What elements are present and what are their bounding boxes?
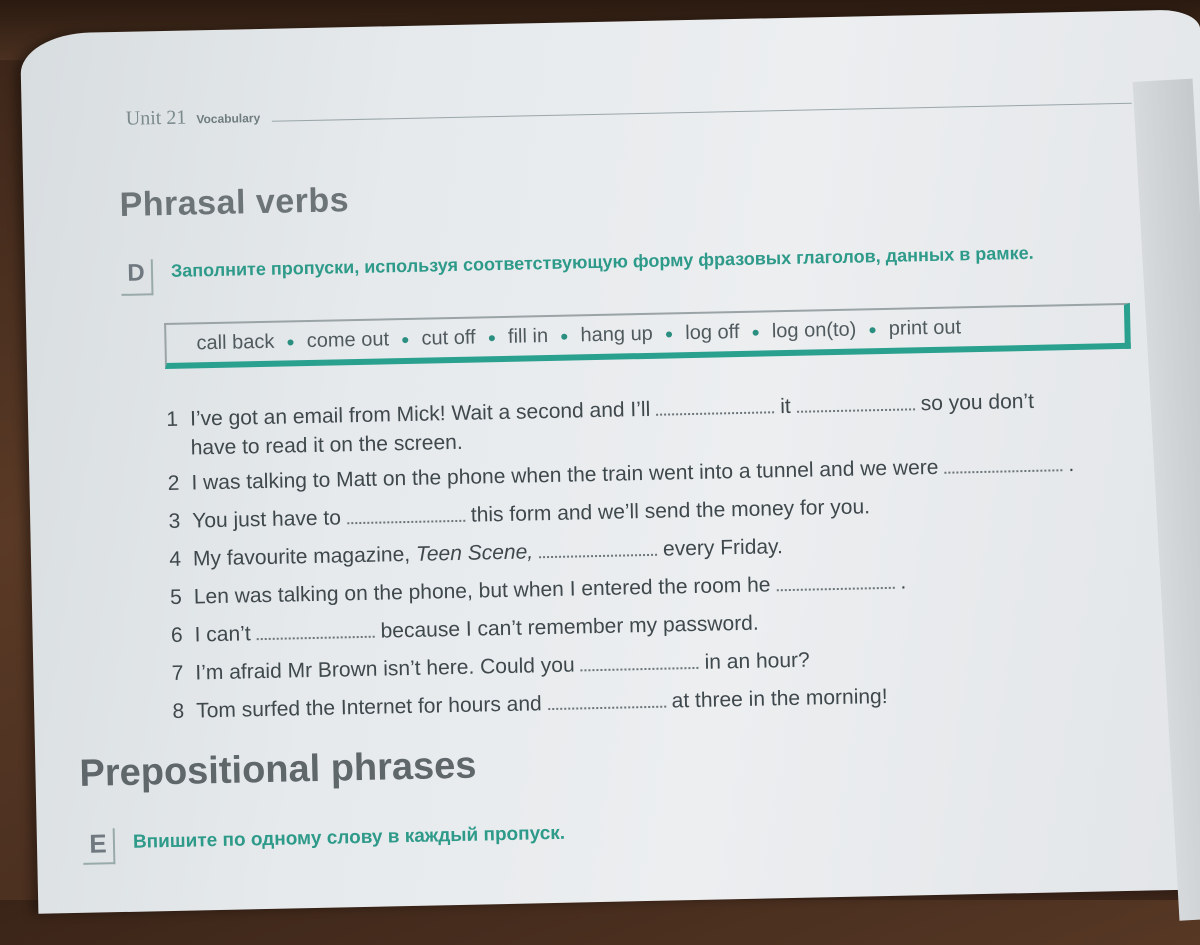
task-e-letter: E — [83, 828, 116, 865]
word-box-item: come out — [306, 327, 390, 352]
exercise-text: so you don’t — [920, 389, 1035, 416]
section-title-2: Prepositional phrases — [79, 744, 477, 795]
answer-blank[interactable] — [776, 571, 894, 591]
exercise-text: My favourite magazine, — [192, 542, 411, 571]
word-box-item: fill in — [507, 324, 549, 348]
bullet-icon: ● — [751, 323, 761, 340]
answer-blank[interactable] — [656, 395, 774, 415]
word-box-item: call back — [196, 330, 275, 354]
exercise-number: 2 — [167, 471, 180, 496]
magazine-title: Teen Scene, — [415, 540, 534, 566]
exercise-number: 1 — [166, 407, 179, 432]
bullet-icon: ● — [664, 325, 674, 342]
exercise-text: in an hour? — [704, 648, 810, 674]
section-title: Phrasal verbs — [119, 181, 350, 224]
answer-blank[interactable] — [547, 690, 665, 710]
textbook-page — [20, 9, 1200, 914]
exercise-text: it — [779, 394, 791, 419]
task-d-letter: D — [121, 259, 154, 296]
word-box-item: print out — [888, 315, 962, 340]
exercise-text: I can’t — [194, 622, 251, 647]
exercise-number: 8 — [172, 699, 185, 723]
word-box-item: log off — [685, 320, 740, 344]
task-d-instruction: Заполните пропуски, используя соответствующую форму фразовых глаголов, данных в рамке. — [170, 242, 1034, 281]
exercise-text: You just have to — [191, 506, 342, 533]
bullet-icon: ● — [286, 333, 295, 350]
exercise-text: every Friday. — [662, 535, 784, 561]
exercise-number: 4 — [169, 547, 182, 571]
page-header — [126, 105, 261, 131]
answer-blank[interactable] — [347, 504, 465, 524]
bullet-icon: ● — [868, 321, 877, 338]
bullet-icon: ● — [400, 330, 410, 348]
exercise-number: 5 — [169, 585, 183, 609]
answer-blank[interactable] — [580, 651, 698, 671]
exercise-text: I’m afraid Mr Brown isn’t here. Could you — [195, 653, 575, 685]
bullet-icon: ● — [559, 327, 569, 344]
exercise-number: 6 — [170, 623, 183, 647]
word-box-item: cut off — [421, 326, 476, 350]
unit-label: Unit 21 — [125, 106, 187, 130]
exercise-text: at three in the morning! — [671, 684, 888, 713]
exercise-text: Len was talking on the phone, but when I entered the room he — [193, 573, 771, 609]
answer-blank[interactable] — [539, 538, 657, 558]
word-box-item: log on(to) — [771, 318, 857, 342]
exercise-text-continuation: have to read it on the screen. — [190, 430, 463, 460]
exercise-text: . — [1068, 453, 1075, 477]
exercise-text: Tom surfed the Internet for hours and — [195, 692, 542, 723]
task-e-instruction: Впишите по одному слову в каждый пропуск. — [132, 822, 566, 853]
exercise-text: because I can’t remember my password. — [380, 611, 759, 643]
word-box — [164, 303, 1131, 369]
exercise-text: I was talking to Matt on the phone when the train went into a tunnel and we were — [191, 455, 939, 495]
exercise-number: 7 — [171, 661, 184, 685]
answer-blank[interactable] — [796, 392, 914, 412]
exercise-text: I’ve got an email from Mick! Wait a second and I’ll — [189, 397, 651, 431]
exercise-text: this form and we’ll send the money for you. — [470, 495, 871, 527]
exercise-number: 3 — [168, 509, 181, 533]
answer-blank[interactable] — [256, 620, 374, 640]
exercise-text: . — [900, 570, 907, 594]
exercise-list — [148, 380, 1155, 731]
word-box-item: hang up — [580, 322, 654, 346]
answer-blank[interactable] — [944, 453, 1062, 473]
bullet-icon: ● — [487, 329, 497, 346]
section-label: Vocabulary — [196, 110, 261, 127]
header-divider — [272, 103, 1132, 122]
